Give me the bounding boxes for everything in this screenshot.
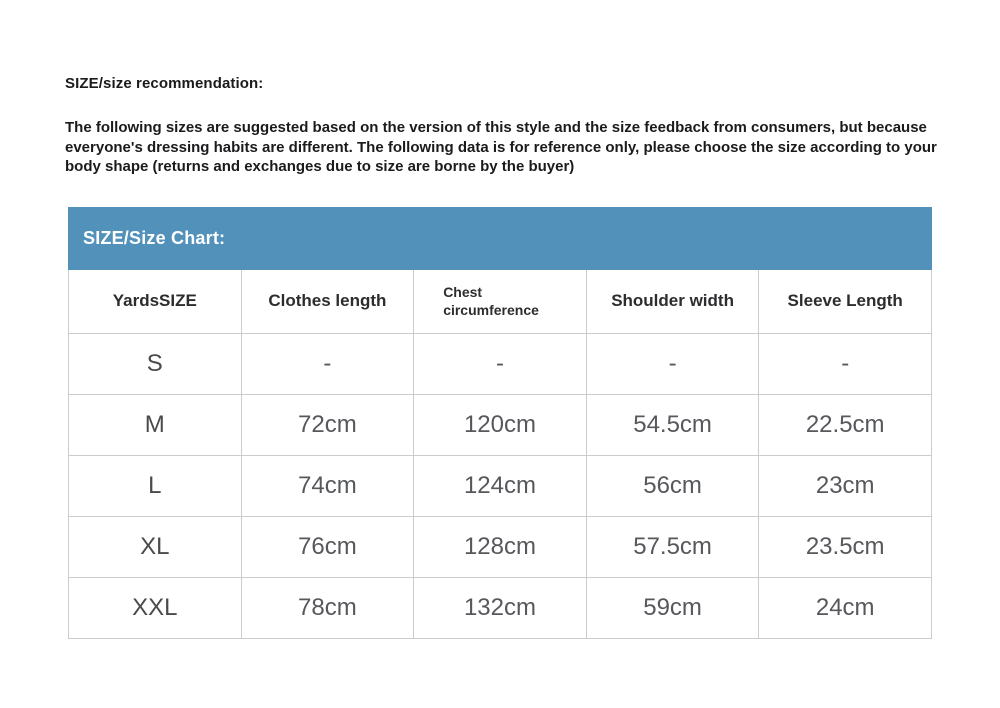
size-cell: M	[69, 395, 242, 456]
value-cell: 23cm	[759, 456, 932, 517]
value-cell: 120cm	[414, 395, 587, 456]
value-cell: 22.5cm	[759, 395, 932, 456]
value-cell: -	[759, 334, 932, 395]
value-cell: 24cm	[759, 578, 932, 639]
table-row	[69, 395, 932, 456]
size-table	[68, 270, 932, 640]
size-chart-banner	[68, 207, 932, 270]
size-chart-banner-title: SIZE/Size Chart:	[83, 227, 226, 248]
table-row	[69, 334, 932, 395]
value-cell: 59cm	[586, 578, 759, 639]
size-table-body	[69, 334, 932, 639]
value-cell: 57.5cm	[586, 517, 759, 578]
value-cell: 76cm	[241, 517, 414, 578]
value-cell: 54.5cm	[586, 395, 759, 456]
value-cell: 124cm	[414, 456, 587, 517]
value-cell: 23.5cm	[759, 517, 932, 578]
value-cell: 128cm	[414, 517, 587, 578]
header-row	[69, 270, 932, 334]
column-header-chest-circumference: Chest circumference	[414, 270, 587, 334]
column-header-clothes-length: Clothes length	[241, 270, 414, 334]
table-row	[69, 578, 932, 639]
value-cell: -	[241, 334, 414, 395]
column-header-shoulder-width: Shoulder width	[586, 270, 759, 334]
value-cell: 78cm	[241, 578, 414, 639]
table-row	[69, 456, 932, 517]
value-cell: 132cm	[414, 578, 587, 639]
size-recommendation-heading: SIZE/size recommendation:	[65, 75, 264, 92]
value-cell: -	[414, 334, 587, 395]
size-cell: XXL	[69, 578, 242, 639]
column-header-sleeve-length: Sleeve Length	[759, 270, 932, 334]
size-recommendation-description: The following sizes are suggested based on the version of this style and the size feedback from consumers, but because everyone's dressing habits are different. The following data is for reference only, please choose the size according to your body shape (returns and exchanges due to size are borne by the buyer)	[65, 119, 937, 175]
value-cell: 56cm	[586, 456, 759, 517]
table-row	[69, 517, 932, 578]
value-cell: -	[586, 334, 759, 395]
size-chart-section	[68, 207, 932, 640]
size-cell: XL	[69, 517, 242, 578]
column-header-yards-size: YardsSIZE	[69, 270, 242, 334]
value-cell: 74cm	[241, 456, 414, 517]
size-table-head	[69, 270, 932, 334]
size-cell: S	[69, 334, 242, 395]
size-cell: L	[69, 456, 242, 517]
value-cell: 72cm	[241, 395, 414, 456]
